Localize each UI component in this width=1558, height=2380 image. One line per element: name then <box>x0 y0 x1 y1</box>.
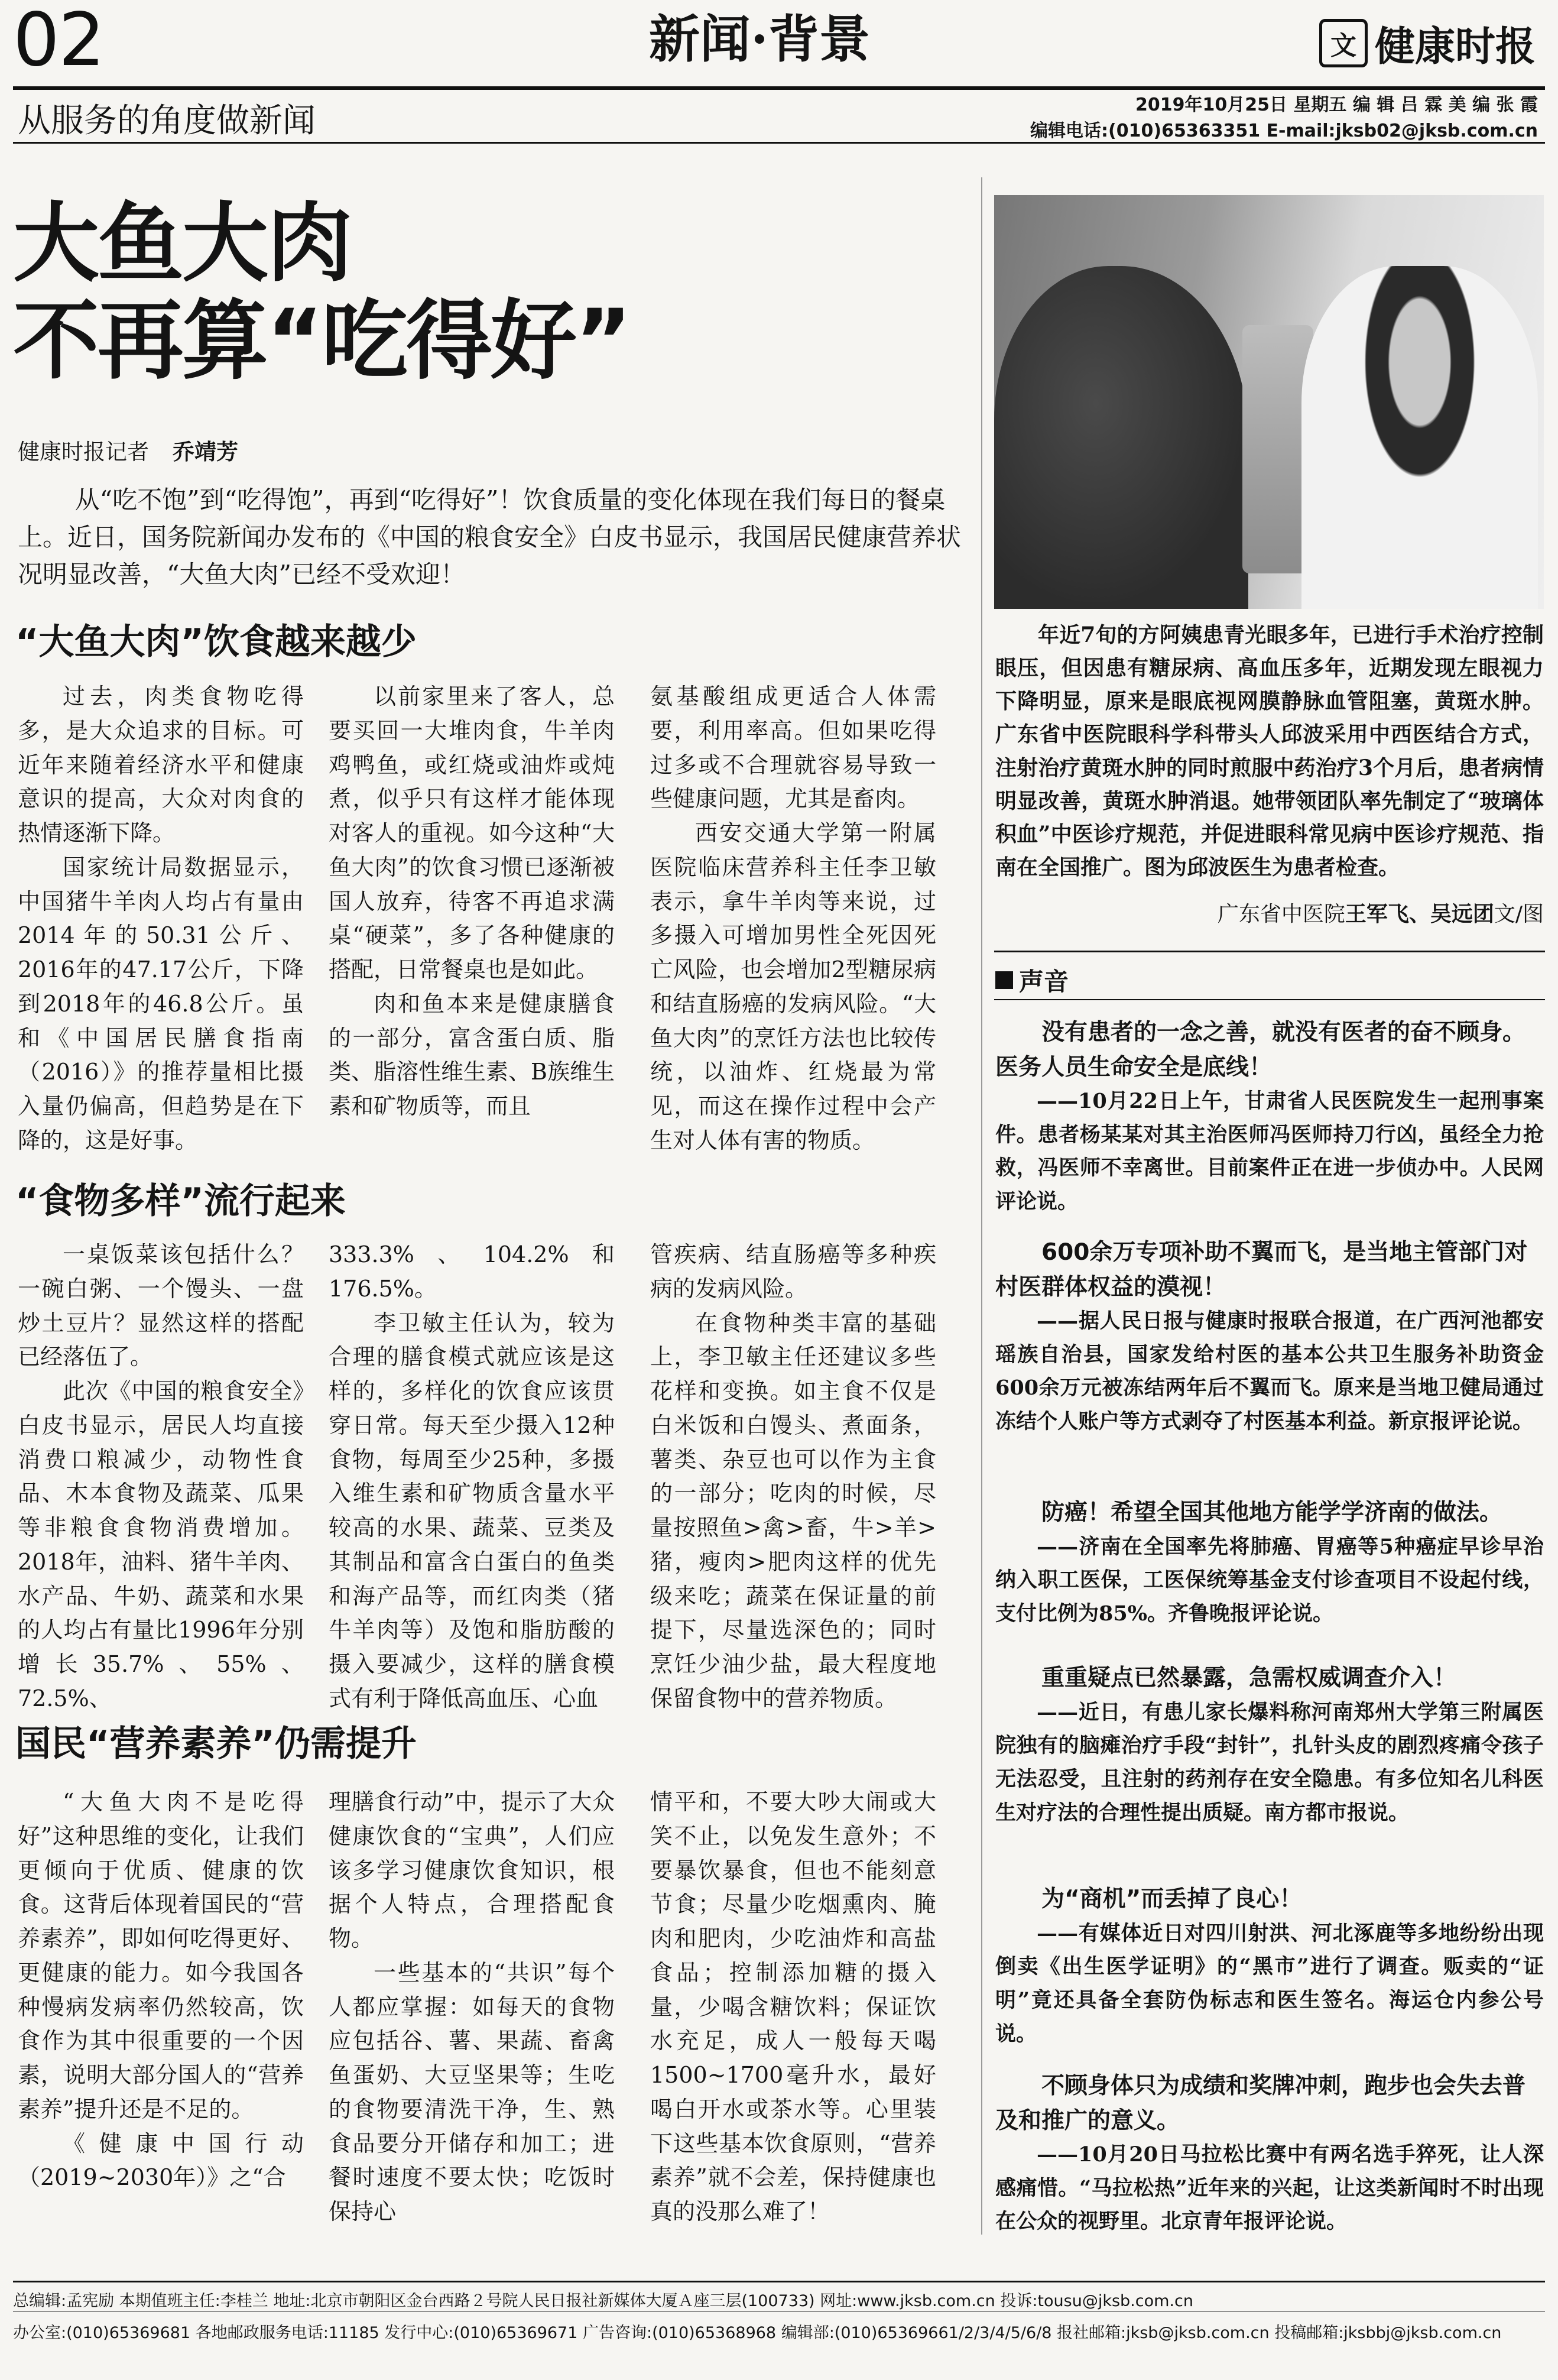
photo-caption: 年近7旬的方阿姨患青光眼多年，已进行手术治疗控制眼压，但因患有糖尿病、高血压多年，近期发现左眼视力下降明显，原来是眼底视网膜静脉血管阻塞，黄斑水肿。广东省中医院眼科学科带头人邱波采用中西医结合方式，注射治疗黄斑水肿的同时煎服中药治疗3个月后，患者病情明显改善，黄斑水肿消退。她带领团队率先制定了“玻璃体积血”中医诊疗规范，并促进眼科常见病中医诊疗规范、指南在全国推广。图为邱波医生为患者检查。 <box>995 622 1544 880</box>
newspaper-logo <box>1319 17 1536 70</box>
byline-author: 乔靖芳 <box>173 439 238 465</box>
article-column <box>18 1785 304 2195</box>
voice-headline: 重重疑点已然暴露，急需权威调查介入！ <box>1041 1665 1457 1691</box>
section-heading: “大鱼大肉”饮食越来越少 <box>15 621 417 663</box>
paragraph: “大鱼大肉不是吃得好”这种思维的变化，让我们更倾向于优质、健康的饮食。这背后体现着国民的“营养素养”，即如何吃得更好、更健康的能力。如今我国各种慢病发病率仍然较高，饮食作为其中很重要的一个因素，说明大部分国人的“营养素养”提升还是不足的。 <box>18 1789 304 2122</box>
article-column <box>650 680 936 1158</box>
editor-contact: 编辑电话:(010)65363351 E-mail:jksb02@jksb.com.cn <box>1030 121 1538 141</box>
article-column <box>18 680 304 1158</box>
voice-body: ——据人民日报与健康时报联合报道，在广西河池都安瑶族自治县，国家发给村医的基本公共卫生服务补助资金600余万元被冻结两年后不翼而飞。原来是当地卫健局通过冻结个人账户等方式剥夺了村医基本利益。新京报评论说。 <box>995 1309 1544 1434</box>
footer-rule <box>13 2281 1545 2282</box>
paragraph: 国家统计局数据显示，中国猪牛羊肉人均占有量由2014年的50.31公斤、2016年的47.17公斤，下降到2018年的46.8公斤。虽和《中国居民膳食指南（2016）》的推荐量相比摄入量仍偏高，但趋势是在下降的，这是好事。 <box>18 854 304 1153</box>
footer-contacts: 办公室:(010)65369681 各地邮政服务电话:11185 发行中心:(010)65369671 广告咨询:(010)65368968 编辑部:(010)65369661/2/3/4/5/6/8 报社邮箱:jksb@jksb.com.cn 投稿邮箱:jksbbj@jksb.com.cn <box>13 2324 1502 2342</box>
masthead-rule-bottom <box>13 142 1545 144</box>
section-heading: 国民“营养素养”仍需提升 <box>15 1723 417 1765</box>
column-divider <box>981 177 982 2235</box>
paragraph: 管疾病、结直肠癌等多种疾病的发病风险。 <box>650 1241 936 1302</box>
voice-body: ——10月20日马拉松比赛中有两名选手猝死，让人深感痛惜。“马拉松热”近年来的兴起，让这类新闻时不时出现在公众的视野里。北京青年报评论说。 <box>995 2142 1544 2234</box>
article-lead: 从“吃不饱”到“吃得饱”，再到“吃得好”！饮食质量的变化体现在我们每日的餐桌上。近日，国务院新闻办发布的《中国的粮食安全》白皮书显示，我国居民健康营养状况明显改善，“大鱼大肉”已经不受欢迎！ <box>18 485 962 589</box>
voice-item <box>995 2069 1544 2239</box>
section-heading: “食物多样”流行起来 <box>15 1181 346 1222</box>
credit-suffix: 文/图 <box>1494 902 1544 926</box>
issue-meta: 2019年10月25日 星期五 编 辑 吕 霖 美 编 张 霞 <box>1135 95 1538 115</box>
voices-title-text: 声音 <box>1019 967 1069 996</box>
logo-mark-icon: 文 <box>1319 19 1368 67</box>
voice-item <box>995 1016 1544 1219</box>
paragraph: 氨基酸组成更适合人体需要，利用率高。但如果吃得过多或不合理就容易导致一些健康问题，尤其是畜肉。 <box>650 683 936 812</box>
credit-authors: 王军飞、吴远团 <box>1345 902 1494 926</box>
voice-headline: 600余万专项补助不翼而飞，是当地主管部门对村医群体权益的漠视！ <box>995 1239 1528 1301</box>
article-column <box>329 1785 615 2229</box>
paragraph: 一些基本的“共识”每个人都应掌握：如每天的食物应包括谷、薯、果蔬、畜禽鱼蛋奶、大豆坚果等；生吃的食物要清洗干净，生、熟食品要分开储存和加工；进餐时速度不要太快；吃饭时保持心 <box>329 1959 615 2225</box>
voices-title <box>995 962 1069 998</box>
square-bullet-icon <box>995 971 1013 989</box>
article-column <box>329 680 615 1124</box>
headline-line-2: 不再算“吃得好” <box>13 290 630 391</box>
section-title: 新闻·背景 <box>649 9 870 69</box>
byline-label: 健康时报记者 <box>18 439 149 465</box>
article-column <box>18 1238 304 1716</box>
paragraph: 在食物种类丰富的基础上，李卫敏主任还建议多些花样和变换。如主食不仅是白米饭和白馒头、煮面条，薯类、杂豆也可以作为主食的一部分；吃肉的时候，尽量按照鱼>禽>畜，牛>羊>猪，瘦肉>肥肉这样的优先级来吃；蔬菜在保证量的前提下，尽量选深色的；同时烹饪少油少盐，最大程度地保留食物中的营养物质。 <box>650 1309 936 1711</box>
headline-line-1: 大鱼大肉 <box>13 193 351 294</box>
paragraph: 过去，肉类食物吃得多，是大众追求的目标。可近年来随着经济水平和健康意识的提高，大众对肉食的热情逐渐下降。 <box>18 683 304 846</box>
footer-divider <box>13 2311 1545 2312</box>
photo-credit <box>995 897 1544 928</box>
paragraph: 333.3%、104.2%和176.5%。 <box>329 1241 615 1302</box>
byline <box>18 434 238 466</box>
voice-headline: 为“商机”而丢掉了良心！ <box>1041 1886 1303 1912</box>
article-column <box>650 1785 936 2229</box>
voice-body: ——济南在全国率先将肺癌、胃癌等5种癌症早诊早治纳入职工医保，工医保统筹基金支付诊查项目不设起付线，支付比例为85%。齐鲁晚报评论说。 <box>995 1534 1544 1626</box>
paragraph: 以前家里来了客人，总要买回一大堆肉食，牛羊肉鸡鸭鱼，或红烧或油炸或炖煮，似乎只有这样才能体现对客人的重视。如今这种“大鱼大肉”的饮食习惯已逐渐被国人放弃，待客不再追求满桌“硬菜”，多了各种健康的搭配，日常餐桌也是如此。 <box>329 683 615 983</box>
voice-item <box>995 1236 1544 1439</box>
article-column <box>650 1238 936 1716</box>
voice-body: ——10月22日上午，甘肃省人民医院发生一起刑事案件。患者杨某某对其主治医师冯医师持刀行凶，虽经全力抢救，冯医师不幸离世。目前案件正在进一步侦办中。人民网评论说。 <box>995 1089 1544 1214</box>
page-number: 02 <box>13 0 104 83</box>
paragraph: 情平和，不要大吵大闹或大笑不止，以免发生意外；不要暴饮暴食，但也不能刻意节食；尽量少吃烟熏肉、腌肉和肥肉，少吃油炸和高盐食品；控制添加糖的摄入量，少喝含糖饮料；保证饮水充足，成人一般每天喝1500~1700毫升水，最好喝白开水或茶水等。心里装下这些基本饮食原则，“营养素养”就不会差，保持健康也真的没那么难了！ <box>650 1789 936 2225</box>
paragraph: 《健康中国行动（2019~2030年）》之“合 <box>18 2130 304 2191</box>
paragraph: 一桌饭菜该包括什么？一碗白粥、一个馒头、一盘炒土豆片？显然这样的搭配已经落伍了。 <box>18 1241 304 1370</box>
voice-headline: 不顾身体只为成绩和奖牌冲刺，跑步也会失去普及和推广的意义。 <box>995 2073 1526 2134</box>
paragraph: 西安交通大学第一附属医院临床营养科主任李卫敏表示，拿牛羊肉等来说，过多摄入可增加男性全死因死亡风险，也会增加2型糖尿病和结直肠癌的发病风险。“大鱼大肉”的烹饪方法也比较传统，以油炸、红烧最为常见，而这在操作过程中会产生对人体有害的物质。 <box>650 820 936 1153</box>
voices-rule <box>994 951 1545 952</box>
paragraph: 李卫敏主任认为，较为合理的膳食模式就应该是这样的，多样化的饮食应该贯穿日常。每天至少摄入12种食物，每周至少25种，多摄入维生素和矿物质含量水平较高的水果、蔬菜、豆类及其制品和富含白蛋白的鱼类和海产品等，而红肉类（猪牛羊肉等）及饱和脂肪酸的摄入要减少，这样的膳食模式有利于降低高血压、心血 <box>329 1309 615 1711</box>
logo-text: 健康时报 <box>1375 22 1536 70</box>
voice-body: ——近日，有患儿家长爆料称河南郑州大学第三附属医院独有的脑瘫治疗手段“封针”，扎针头皮的剧烈疼痛令孩子无法忍受，且注射的药剂存在安全隐患。有多位知名儿科医生对疗法的合理性提出质疑。南方都市报说。 <box>995 1700 1544 1825</box>
paragraph: 此次《中国的粮食安全》白皮书显示，居民人均直接消费口粮减少，动物性食品、木本食物及蔬菜、瓜果等非粮食食物消费增加。2018年，油料、猪牛羊肉、水产品、牛奶、蔬菜和水果的人均占有量比1996年分别增长35.7%、55%、72.5%、 <box>18 1378 304 1711</box>
article-headline <box>13 195 982 390</box>
voice-headline: 防癌！希望全国其他地方能学学济南的做法。 <box>1041 1499 1503 1526</box>
voice-item <box>995 1496 1544 1631</box>
voice-item <box>995 1661 1544 1830</box>
paragraph: 理膳食行动”中，提示了大众健康饮食的“宝典”，人们应该多学习健康饮食知识，根据个人特点，合理搭配食物。 <box>329 1789 615 1951</box>
paragraph: 肉和鱼本来是健康膳食的一部分，富含蛋白质、脂类、脂溶性维生素、B族维生素和矿物质等，而且 <box>329 990 615 1119</box>
voices-rule-bottom <box>994 999 1545 1000</box>
article-column <box>329 1238 615 1716</box>
voice-body: ——有媒体近日对四川射洪、河北涿鹿等多地纷纷出现倒卖《出生医学证明》的“黑市”进行了调查。贩卖的“证明”竟还具备全套防伪标志和医生签名。海运仓内参公号说。 <box>995 1921 1544 2046</box>
footer-info: 总编辑:孟宪励 本期值班主任:李桂兰 地址:北京市朝阳区金台西路２号院人民日报社新媒体大厦Ａ座三层(100733) 网址:www.jksb.com.cn 投诉:tousu@jksb.com.cn <box>13 2292 1193 2310</box>
photo-doctor-figure <box>1301 266 1538 609</box>
news-photo <box>994 195 1544 609</box>
photo-patient-figure <box>994 266 1248 609</box>
voice-headline: 没有患者的一念之善，就没有医者的奋不顾身。医务人员生命安全是底线！ <box>995 1019 1526 1081</box>
voice-item <box>995 1882 1544 2051</box>
page-slogan: 从服务的角度做新闻 <box>18 102 316 140</box>
credit-org: 广东省中医院 <box>1217 902 1345 926</box>
